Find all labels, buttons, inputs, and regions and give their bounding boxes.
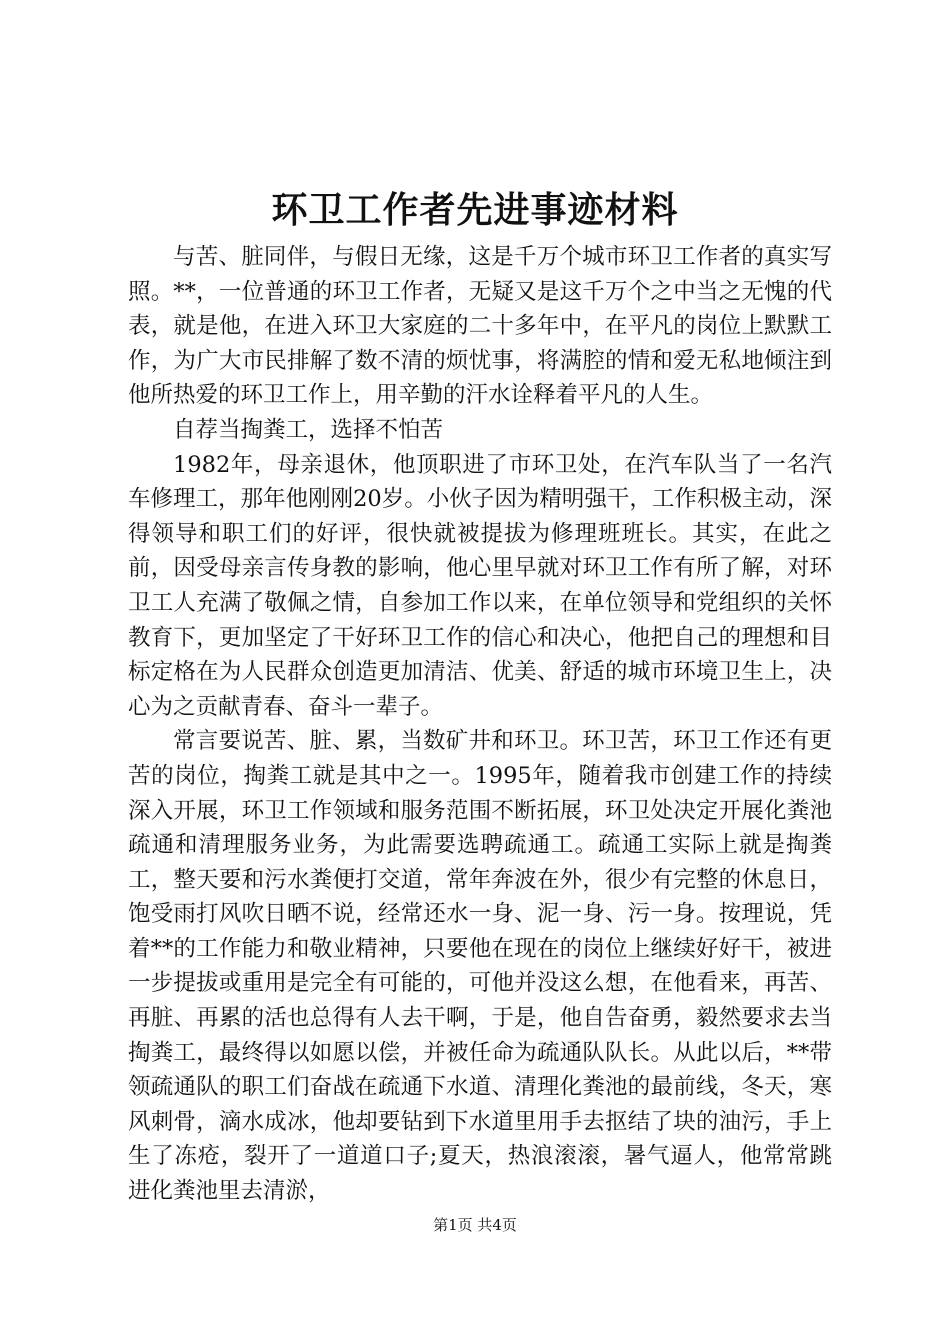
paragraph-cleaning-work: 常言要说苦、脏、累，当数矿井和环卫。环卫苦，环卫工作还有更苦的岗位，掏粪工就是其中之一。1995年，随着我市创建工作的持续深入开展，环卫工作领域和服务范围不断拓展，环卫处决定开展化粪池疏通和清理服务业务，为此需要选聘疏通工。疏通工实际上就是掏粪工，整天要和污水粪便打交道，常年奔波在外，很少有完整的休息日，饱受雨打风吹日晒不说，经常还水一身、泥一身、污一身。按理说，凭着**的工作能力和敬业精神，只要他在现在的岗位上继续好好干，被进一步提拔或重用是完全有可能的，可他并没这么想，在他看来，再苦、再脏、再累的活也总得有人去干啊，于是，他自告奋勇，毅然要求去当掏粪工，最终得以如愿以偿，并被任命为疏通队队长。从此以后，**带领疏通队的职工们奋战在疏通下水道、清理化粪池的最前线，冬天，寒风刺骨，滴水成冰，他却要钻到下水道里用手去抠结了块的油污，手上生了冻疮，裂开了一道道口子;夏天，热浪滚滚，暑气逼人，他常常跳进化粪池里去清淤， [128, 728, 832, 1205]
document-title: 环卫工作者先进事迹材料 [271, 189, 679, 231]
document-body [128, 240, 832, 1209]
paragraph-history: 1982年，母亲退休，他顶职进了市环卫处，在汽车队当了一名汽车修理工，那年他刚刚20岁。小伙子因为精明强干，工作积极主动，深得领导和职工们的好评，很快就被提拔为修理班班长。其实，在此之前，因受母亲言传身教的影响，他心里早就对环卫工作有所了解，对环卫工人充满了敬佩之情，自参加工作以来，在单位领导和党组织的关怀教育下，更加坚定了干好环卫工作的信心和决心，他把自己的理想和目标定格在为人民群众创造更加清洁、优美、舒适的城市环境卫生上，决心为之贡献青春、奋斗一辈子。 [128, 451, 832, 720]
section-heading: 自荐当掏粪工，选择不怕苦 [173, 416, 444, 443]
paragraph-intro: 与苦、脏同伴，与假日无缘，这是千万个城市环卫工作者的真实写照。**，一位普通的环卫工作者，无疑又是这千万个之中当之无愧的代表，就是他，在进入环卫大家庭的二十多年中，在平凡的岗位上默默工作，为广大市民排解了数不清的烦忧事，将满腔的情和爱无私地倾注到他所热爱的环卫工作上，用辛勤的汗水诠释着平凡的人生。 [128, 244, 832, 409]
page-number-footer: 第1页 共4页 [433, 1216, 517, 1234]
